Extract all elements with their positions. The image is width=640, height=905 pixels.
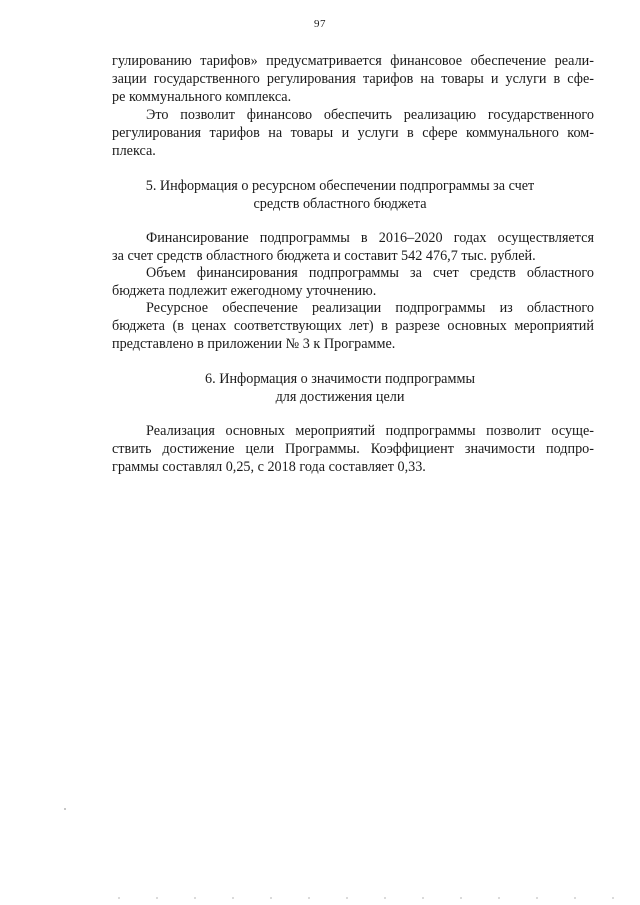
paragraph-line: Это позволит финансово обеспечить реализацию государственного <box>146 107 594 123</box>
section-heading: 6. Информация о значимости подпрограммы <box>205 371 475 387</box>
paragraph-line: за счет средств областного бюджета и составит 542 476,7 тыс. рублей. <box>112 248 536 264</box>
paragraph-line: Финансирование подпрограммы в 2016–2020 годах осуществляется <box>146 230 594 246</box>
scan-artifact-dots <box>100 897 620 899</box>
section-heading: средств областного бюджета <box>253 196 427 212</box>
paragraph-line: бюджета подлежит ежегодному уточнению. <box>112 283 377 299</box>
paragraph-line: плекса. <box>112 143 156 159</box>
paragraph-line: ствить достижение цели Программы. Коэффициент значимости подпро- <box>112 441 594 457</box>
paragraph-line: Ресурсное обеспечение реализации подпрограммы из областного <box>146 300 594 316</box>
paragraph-line: Объем финансирования подпрограммы за счет средств областного <box>146 265 594 281</box>
section-heading: 5. Информация о ресурсном обеспечении подпрограммы за счет <box>145 178 535 194</box>
paragraph-line: представлено в приложении № 3 к Программе. <box>112 336 396 352</box>
paragraph-line: гулированию тарифов» предусматривается финансовое обеспечение реали- <box>112 53 594 69</box>
scan-speck <box>64 808 66 810</box>
paragraph-line: регулирования тарифов на товары и услуги в сфере коммунального ком- <box>112 125 594 141</box>
paragraph-line: зации государственного регулирования тарифов на товары и услуги в сфе- <box>112 71 594 87</box>
paragraph-line: бюджета (в ценах соответствующих лет) в разрезе основных мероприятий <box>112 318 594 334</box>
section-heading: для достижения цели <box>275 389 405 405</box>
paragraph-line: ре коммунального комплекса. <box>112 89 292 105</box>
paragraph-line: граммы составлял 0,25, с 2018 года составляет 0,33. <box>112 459 426 475</box>
page-number: 97 <box>314 18 326 30</box>
paragraph-line: Реализация основных мероприятий подпрограммы позволит осуще- <box>146 423 594 439</box>
